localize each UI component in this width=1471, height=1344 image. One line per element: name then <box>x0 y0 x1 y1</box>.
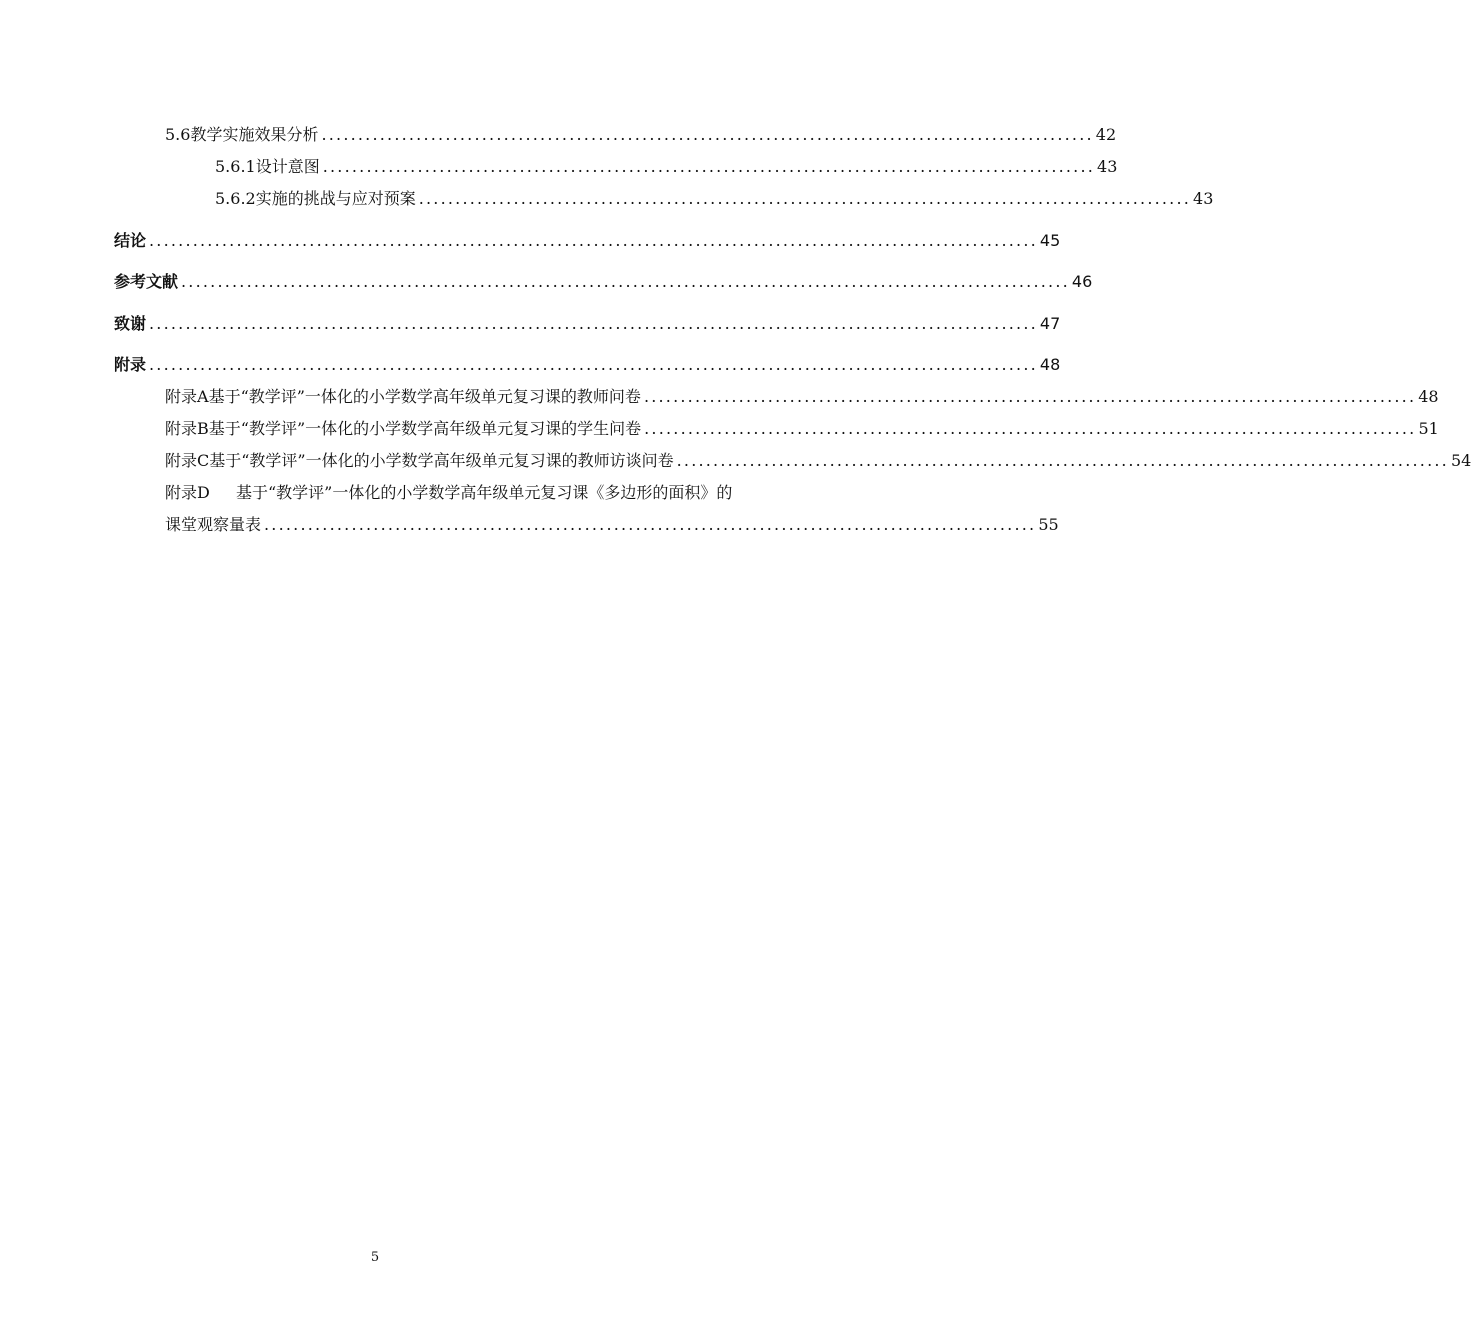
toc-title: 设计意图 <box>255 157 320 176</box>
toc-entry-references[interactable] <box>114 269 1093 292</box>
toc-entry-appendix[interactable] <box>114 352 1061 375</box>
leader-dots: .......................................................................................................... <box>322 157 1096 176</box>
toc-title: 基于“教学评”一体化的小学数学高年级单元复习课的教师访谈问卷 <box>209 451 674 470</box>
leader-dots: .......................................................................................................... <box>321 125 1094 144</box>
toc-entry-acknowledgements[interactable] <box>114 311 1061 334</box>
toc-page-number: 55 <box>1038 515 1059 534</box>
toc-title: 实施的挑战与应对预案 <box>255 189 416 208</box>
leader-dots: .......................................................................................................... <box>644 419 1417 438</box>
toc-entry-appendix-d-line1[interactable] <box>165 480 859 503</box>
toc-title: 参考文献 <box>114 272 179 291</box>
toc-title: 结论 <box>114 231 147 250</box>
leader-dots: .......................................................................................................... <box>264 515 1037 534</box>
toc-entry-5-6[interactable] <box>165 122 1117 145</box>
toc-number: 附录B <box>165 419 209 438</box>
toc-page-number: 48 <box>1039 355 1061 374</box>
toc-entry-5-6-1[interactable] <box>215 154 1118 177</box>
toc-page-number: 54 <box>1450 451 1471 470</box>
toc-entry-appendix-b[interactable] <box>165 416 1439 439</box>
toc-entry-conclusion[interactable] <box>114 228 1061 251</box>
toc-number: 附录D <box>165 483 210 502</box>
leader-dots: .......................................................................................................... <box>676 451 1449 470</box>
toc-page-number: 43 <box>1193 189 1214 208</box>
toc-title: 基于“教学评”一体化的小学数学高年级单元复习课《多边形的面积》的 <box>236 483 733 502</box>
leader-dots: .......................................................................................................... <box>418 189 1192 208</box>
toc-title-continued: 课堂观察量表 <box>165 515 262 534</box>
toc-page-number: 48 <box>1418 387 1439 406</box>
toc-page-number: 45 <box>1039 231 1061 250</box>
toc-entry-5-6-2[interactable] <box>215 186 1214 209</box>
toc-title: 教学实施效果分析 <box>190 125 319 144</box>
toc-number: 5.6.2 <box>215 189 256 208</box>
toc-number: 附录C <box>165 451 210 470</box>
toc-title: 附录 <box>114 355 147 374</box>
toc-page-number: 46 <box>1071 272 1093 291</box>
leader-dots: .......................................................................................................................... <box>149 231 1038 250</box>
toc-title: 基于“教学评”一体化的小学数学高年级单元复习课的学生问卷 <box>208 419 642 438</box>
leader-dots: .......................................................................................................................... <box>149 314 1038 333</box>
leader-dots: .......................................................................................................................... <box>149 355 1038 374</box>
toc-title: 基于“教学评”一体化的小学数学高年级单元复习课的教师问卷 <box>208 387 641 406</box>
toc-number: 5.6 <box>165 125 191 144</box>
toc-entry-appendix-d-line2[interactable] <box>165 512 1059 535</box>
toc-entry-appendix-c[interactable] <box>165 448 1471 471</box>
leader-dots: .......................................................................................................... <box>643 387 1417 406</box>
page-number-footer: 5 <box>370 1250 380 1265</box>
toc-entry-appendix-a[interactable] <box>165 384 1439 407</box>
toc-number: 5.6.1 <box>215 157 256 176</box>
leader-dots: .......................................................................................................................... <box>181 272 1070 291</box>
toc-page-number: 47 <box>1039 314 1061 333</box>
toc-number: 附录A <box>165 387 209 406</box>
toc-page-number: 51 <box>1418 419 1439 438</box>
toc-page-number: 43 <box>1097 157 1118 176</box>
toc-title: 致谢 <box>114 314 147 333</box>
toc-page-number: 42 <box>1095 125 1117 144</box>
